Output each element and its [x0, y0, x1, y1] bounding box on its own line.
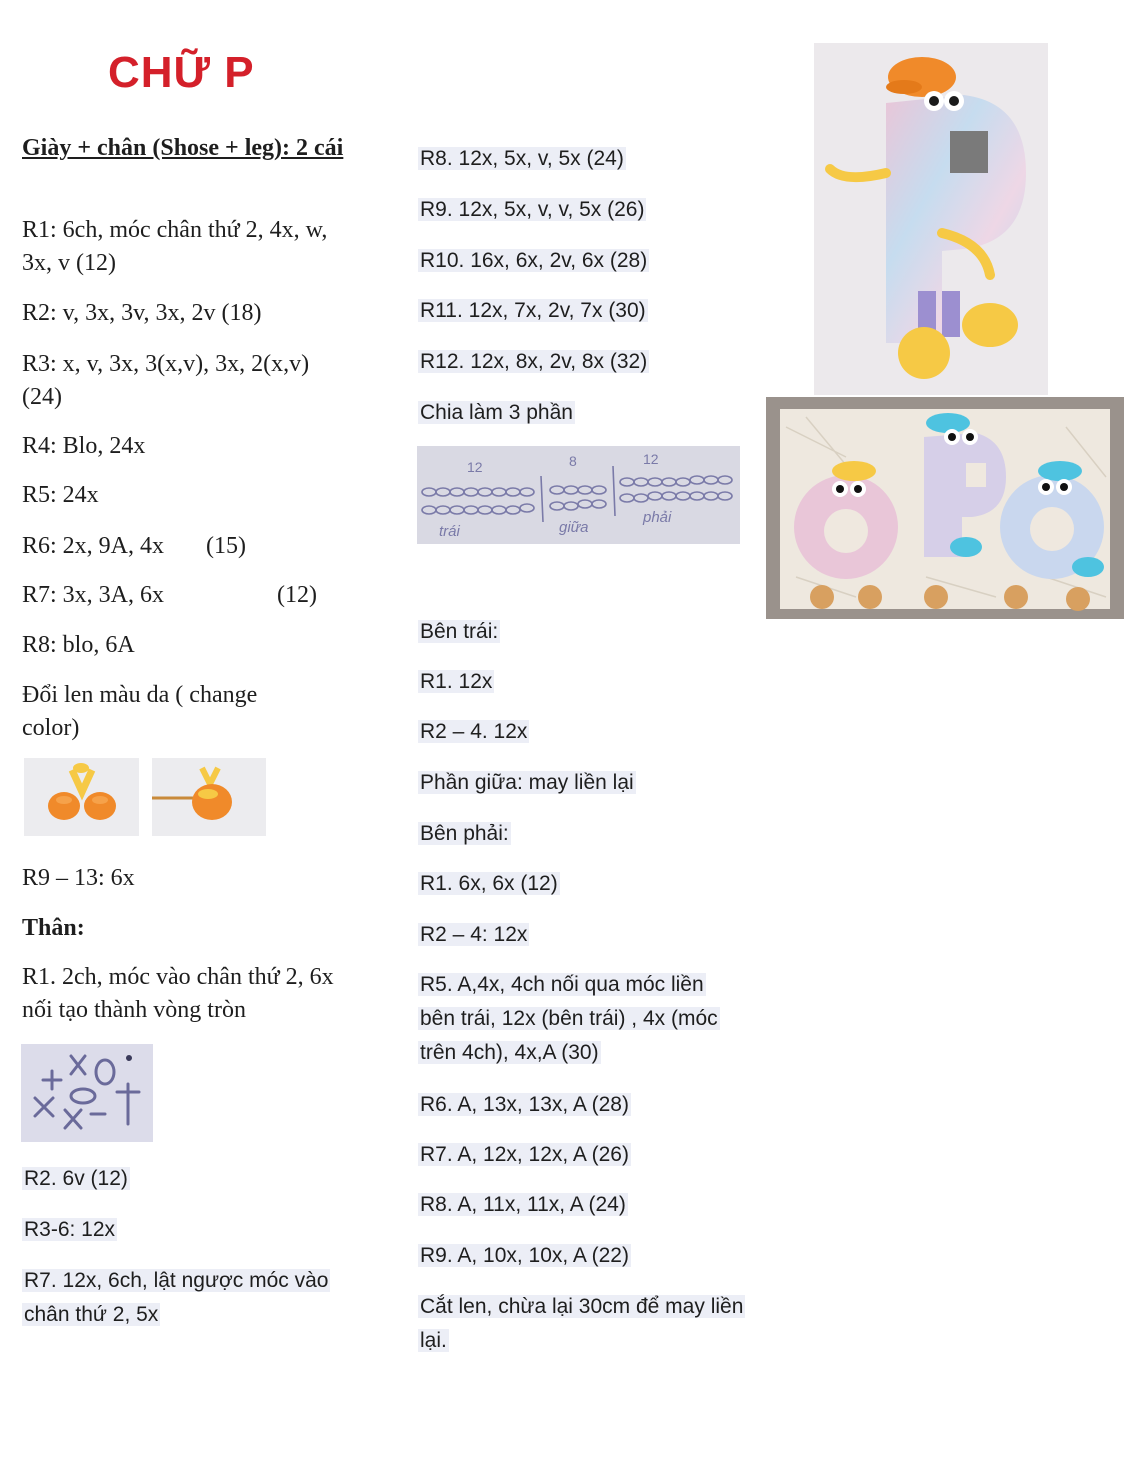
leg-photo-2: [152, 758, 266, 836]
right-part-row-2-4: R2 – 4: 12x: [420, 923, 528, 946]
right-part-heading: Bên phải:: [420, 822, 509, 845]
letters-in-box-photo: [766, 397, 1124, 619]
shoe-row-4: R4: Blo, 24x: [22, 433, 146, 459]
left-part-heading: Bên trái:: [420, 620, 499, 643]
middle-part-note: Phần giữa: may liền lại: [420, 771, 634, 794]
right-part-row-9: R9. A, 10x, 10x, A (22): [420, 1244, 629, 1267]
body-heading: Thân:: [22, 915, 85, 941]
right-part-row-1: R1. 6x, 6x (12): [420, 872, 558, 895]
shoe-row-3: R3: x, v, 3x, 3(x,v), 3x, 2(x,v) (24): [22, 351, 310, 410]
diagram-left-count: 12: [467, 459, 483, 475]
right-part-row-6: R6. A, 13x, 13x, A (28): [420, 1093, 629, 1116]
finish-note: Cắt len, chừa lại 30cm để may liền lại.: [420, 1295, 744, 1352]
body-row-9: R9. 12x, 5x, v, v, 5x (26): [420, 198, 645, 221]
diagram-right-count: 12: [643, 451, 659, 467]
body-row-2: R2. 6v (12): [24, 1167, 128, 1190]
shoe-row-1: R1: 6ch, móc chân thứ 2, 4x, w, 3x, v (12): [22, 217, 328, 276]
body-row-7: R7. 12x, 6ch, lật ngược móc vào chân thứ 2, 5x: [24, 1269, 329, 1326]
diagram-mid-count: 8: [569, 453, 577, 469]
left-part-row-1: R1. 12x: [420, 670, 493, 693]
shoe-leg-heading: Giày + chân (Shose + leg): 2 cái: [22, 135, 344, 161]
change-color-note: Đổi len màu da ( change color): [22, 682, 258, 741]
body-row-10: R10. 16x, 6x, 2v, 6x (28): [420, 249, 648, 272]
split-note: Chia làm 3 phần: [420, 401, 573, 424]
left-part-row-2-4: R2 – 4. 12x: [420, 720, 528, 743]
right-part-row-7: R7. A, 12x, 12x, A (26): [420, 1143, 629, 1166]
page-title: CHỮ P: [108, 48, 255, 97]
division-sketch: [417, 446, 740, 544]
body-row-12: R12. 12x, 8x, 2v, 8x (32): [420, 350, 648, 373]
right-part-row-8: R8. A, 11x, 11x, A (24): [420, 1193, 626, 1216]
leg-rows-9-13: R9 – 13: 6x: [22, 865, 135, 891]
diagram-mid-label: giữa: [559, 519, 589, 536]
letter-p-amigurumi-photo: [814, 43, 1048, 395]
diagram-right-label: phải: [643, 509, 672, 526]
body-row-8: R8. 12x, 5x, v, 5x (24): [420, 147, 624, 170]
body-row-1: R1. 2ch, móc vào chân thứ 2, 6x nối tạo thành vòng tròn: [22, 964, 334, 1023]
shoe-row-8: R8: blo, 6A: [22, 632, 135, 658]
body-row-3-6: R3-6: 12x: [24, 1218, 116, 1241]
body-row-11: R11. 12x, 7x, 2v, 7x (30): [420, 299, 646, 322]
right-part-row-5: R5. A,4x, 4ch nối qua móc liền bên trái, 12x (bên trái) , 4x (móc trên 4ch), 4x,A (30): [420, 973, 718, 1064]
leg-photo-1: [24, 758, 139, 836]
stitch-sketch: [21, 1044, 153, 1142]
shoe-row-7: R7: 3x, 3A, 6x (12): [22, 582, 317, 608]
shoe-row-2: R2: v, 3x, 3v, 3x, 2v (18): [22, 300, 262, 326]
shoe-row-5: R5: 24x: [22, 482, 99, 508]
diagram-left-label: trái: [439, 523, 460, 540]
shoe-row-6: R6: 2x, 9A, 4x (15): [22, 533, 246, 559]
